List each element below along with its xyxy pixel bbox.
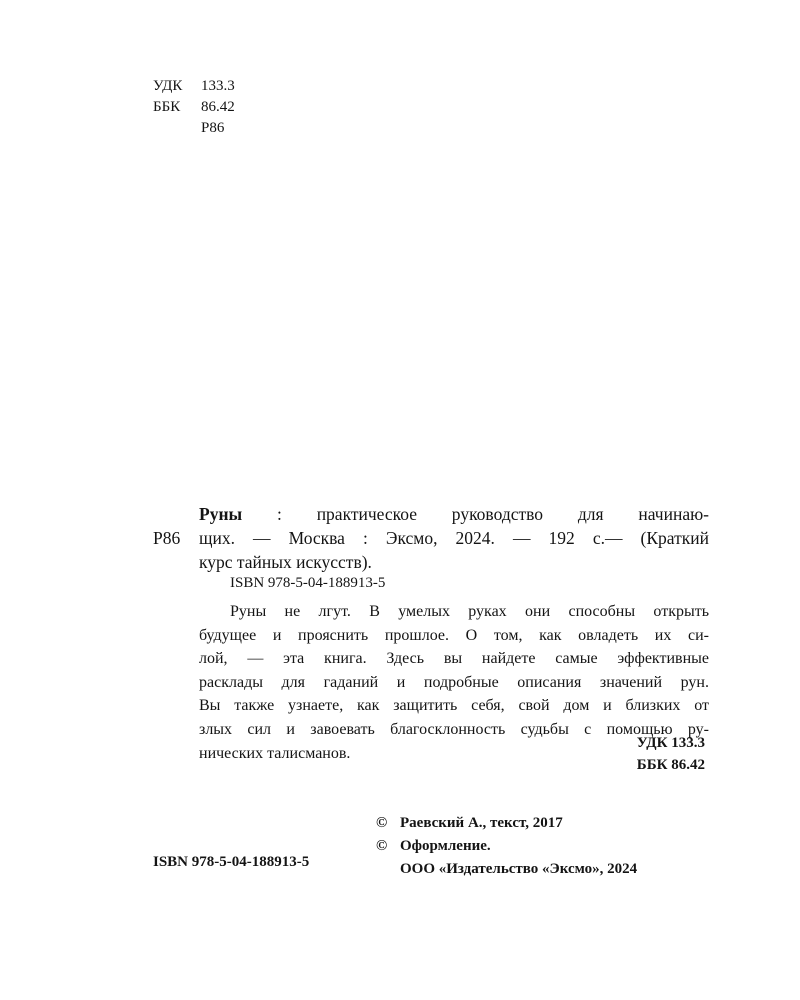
annotation-line: Руны не лгут. В умелых руках они способны открыть [230, 603, 709, 620]
udk-label: УДК [153, 78, 183, 94]
annotation-line: нических талисманов. [199, 744, 351, 762]
isbn-bottom: ISBN 978-5-04-188913-5 [153, 854, 310, 870]
isbn: ISBN 978-5-04-188913-5 [230, 575, 386, 591]
footer-codes [637, 732, 705, 776]
copyright-line-3 [376, 858, 637, 881]
annotation-line: расклады для гаданий и подробные описания значений рун. [199, 673, 709, 691]
annotation-line: злых сил и завоевать благосклонность судьбы с помощью ру- [199, 720, 709, 738]
bbk-row [153, 97, 235, 118]
copyright-line-1 [376, 812, 637, 835]
annotation-line: лой, — эта книга. Здесь вы найдете самые эффективные [199, 650, 709, 668]
classification-block [153, 76, 235, 139]
author-mark-entry: Р86 [153, 528, 181, 548]
footer-bbk: ББК 86.42 [636, 757, 705, 773]
copyright-text: Раевский А., текст, 2017 [400, 815, 563, 831]
author-mark-row [153, 118, 235, 139]
entry-line-3: курс тайных искусств). [199, 552, 372, 572]
annotation [199, 600, 709, 765]
udk-value: 133.3 [201, 78, 235, 94]
footer-udk: УДК 133.3 [636, 735, 705, 751]
copyright-text: ООО «Издательство «Эксмо», 2024 [400, 861, 638, 877]
entry-line-2: щих. — Москва : Эксмо, 2024. — 192 с.— (Краткий [199, 528, 709, 548]
copyright-line-2 [376, 835, 637, 858]
bbk-label: ББК [153, 99, 181, 115]
annotation-line: будущее и прояснить прошлое. О том, как овладеть их си- [199, 626, 709, 644]
copyright-symbol: © [376, 838, 388, 854]
udk-row [153, 76, 235, 97]
copyright-text: Оформление. [400, 838, 491, 854]
annotation-line: Вы также узнаете, как защитить себя, свой дом и близких от [199, 697, 709, 715]
entry-line-1 [199, 502, 709, 526]
copyright-block [376, 812, 637, 881]
book-title: Руны [199, 504, 243, 524]
copyright-symbol: © [376, 815, 388, 831]
bibliographic-entry [199, 502, 709, 574]
entry-line-1-rest: : практическое руководство для начинаю- [242, 504, 709, 524]
author-mark-top: Р86 [201, 120, 225, 136]
bbk-value: 86.42 [201, 99, 235, 115]
